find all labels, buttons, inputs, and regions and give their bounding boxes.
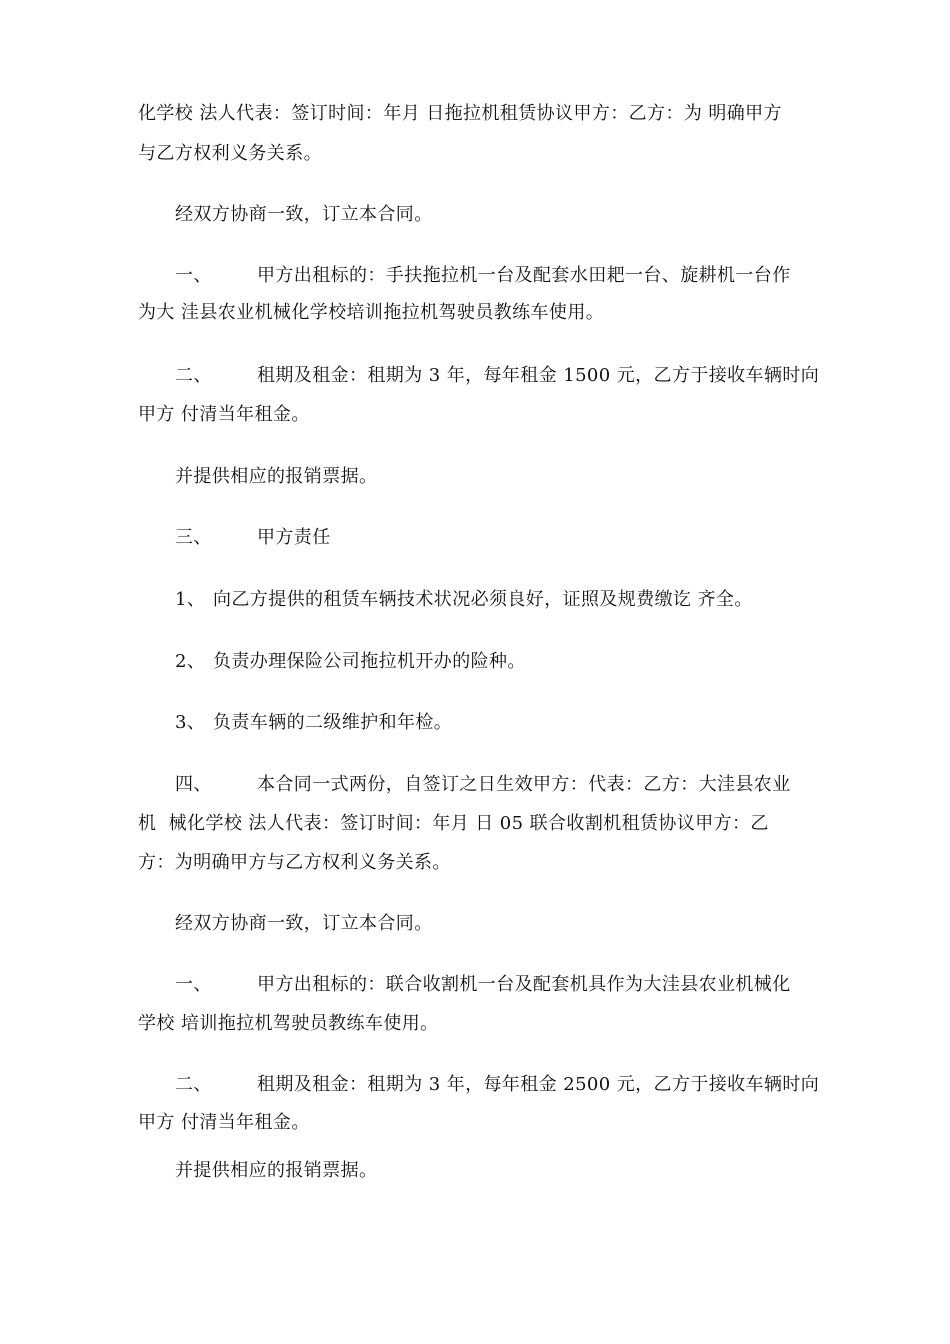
subclause-text: 负责办理保险公司拖拉机开办的险种。 [213,651,526,672]
subclause-text: 向乙方提供的租赁车辆技术状况必须良好，证照及规费缴讫 齐全。 [213,589,753,610]
clause-line [175,528,865,548]
clause-text: 甲方责任 [257,527,331,548]
clause-number: 一、 [175,265,212,286]
clause-text: 甲方出租标的：手扶拖拉机一台及配套水田耙一台、旋耕机一台作 [257,265,791,286]
clause-number: 一、 [175,974,212,995]
subclause-line [175,590,865,610]
subclause-number: 1、 [175,589,206,610]
clause-number: 二、 [175,1074,212,1095]
paragraph-line: 方：为明确甲方与乙方权利义务关系。 [138,852,451,873]
clause-line [175,366,865,386]
clause-line [175,266,865,286]
paragraph-line: 经双方协商一致，订立本合同。 [175,913,433,934]
paragraph-line: 与乙方权利义务关系。 [138,143,322,164]
paragraph-line: 为大 洼县农业机械化学校培训拖拉机驾驶员教练车使用。 [138,302,605,323]
paragraph-line: 甲方 付清当年租金。 [138,404,310,425]
subclause-text: 负责车辆的二级维护和年检。 [213,712,453,733]
clause-text: 租期及租金：租期为 3 年，每年租金 2500 元，乙方于接收车辆时向 [257,1074,820,1095]
subclause-line [175,713,865,733]
clause-number: 三、 [175,527,212,548]
clause-number: 四、 [175,774,212,795]
clause-line [175,975,865,995]
subclause-number: 3、 [175,712,206,733]
subclause-number: 2、 [175,651,206,672]
paragraph-line: 并提供相应的报销票据。 [175,466,378,487]
paragraph-line: 经双方协商一致，订立本合同。 [175,204,433,225]
paragraph-line: 甲方 付清当年租金。 [138,1112,310,1133]
clause-text: 本合同一式两份，自签订之日生效甲方：代表：乙方：大洼县农业 [257,774,791,795]
clause-text: 租期及租金：租期为 3 年，每年租金 1500 元，乙方于接收车辆时向 [257,365,820,386]
paragraph-line: 机 械化学校 法人代表：签订时间：年月 日 05 联合收割机租赁协议甲方：乙 [138,813,769,834]
clause-line [175,1075,865,1095]
clause-number: 二、 [175,365,212,386]
subclause-line [175,652,865,672]
paragraph-line: 学校 培训拖拉机驾驶员教练车使用。 [138,1013,439,1034]
paragraph-line: 化学校 法人代表：签订时间：年月 日拖拉机租赁协议甲方：乙方：为 明确甲方 [138,103,782,124]
paragraph-line: 并提供相应的报销票据。 [175,1160,378,1181]
clause-line [175,775,865,795]
clause-text: 甲方出租标的：联合收割机一台及配套机具作为大洼县农业机械化 [257,974,791,995]
